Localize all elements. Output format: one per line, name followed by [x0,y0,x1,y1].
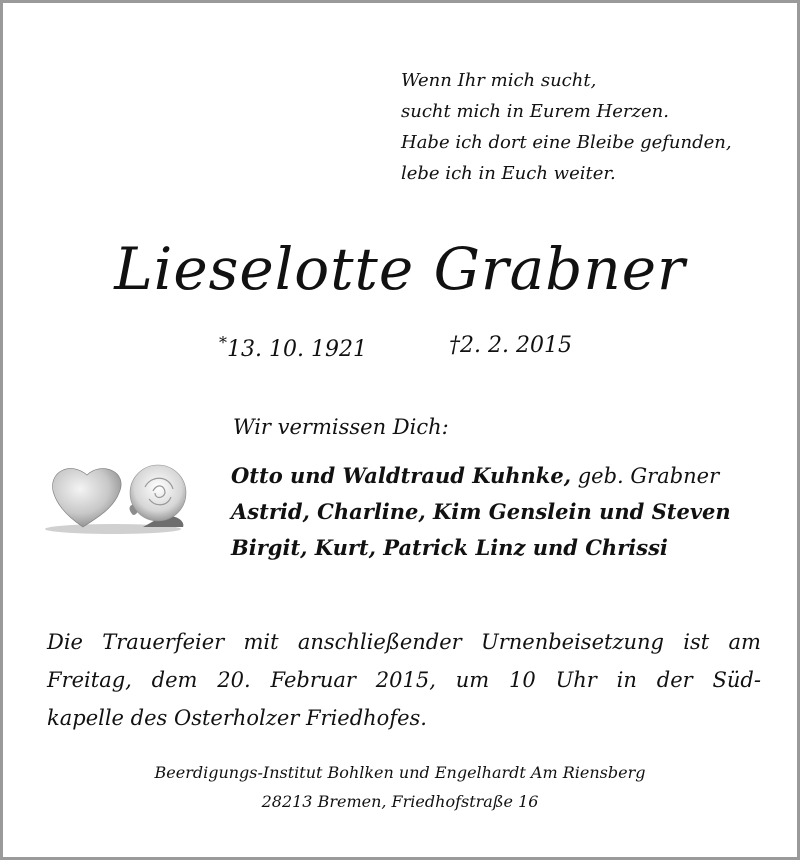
funeral-home-info [3,758,797,816]
funeral-home-address: 28213 Bremen, Friedhofstraße 16 [261,792,539,811]
mourners-list [231,458,731,566]
mourner-line: Astrid, Charline, Kim Genslein und Steven [231,499,731,524]
mourner-line: Birgit, Kurt, Patrick Linz und Chrissi [231,535,668,560]
ceremony-word: Süd- [712,668,761,692]
poem-line: Wenn Ihr mich sucht, [401,70,597,91]
birth-date-block [219,333,367,362]
ceremony-word: dem [151,668,198,692]
poem-line: Habe ich dort eine Bleibe gefunden, [401,132,732,153]
ceremony-line: kapelle des Osterholzer Friedhofes. [47,706,427,730]
ceremony-word: in [616,668,637,692]
death-symbol: † [449,333,460,358]
death-date-block [449,333,572,358]
birth-symbol: * [219,333,227,352]
mourner-names: Otto und Waldtraud Kuhnke, [231,463,572,488]
poem-line: lebe ich in Euch weiter. [401,163,616,184]
ceremony-word: Februar [270,668,356,692]
ceremony-word: um [455,668,490,692]
ceremony-word: anschließender [297,630,462,654]
ceremony-line [47,661,761,699]
mourner-line [231,458,731,494]
mourners-heading: Wir vermissen Dich: [233,415,449,439]
funeral-home-name: Beerdigungs-Institut Bohlken und Engelhardt Am Riensberg [154,763,646,782]
ceremony-word: am [728,630,761,654]
deceased-name: Lieselotte Grabner [114,235,686,303]
ceremony-line [47,623,761,661]
heart-and-rose-icon [43,453,193,535]
ceremony-notice [47,623,761,737]
ceremony-word: 20. [217,668,251,692]
mourner-note: geb. Grabner [571,464,720,488]
poem-line: sucht mich in Eurem Herzen. [401,101,669,122]
ceremony-word: 10 [509,668,536,692]
ceremony-word: 2015, [375,668,436,692]
ceremony-word: Urnenbeisetzung [481,630,665,654]
ceremony-word: Die [47,630,83,654]
ceremony-word: Uhr [555,668,597,692]
ceremony-word: Trauerfeier [102,630,225,654]
ceremony-word: der [656,668,693,692]
ceremony-word: ist [683,630,710,654]
ceremony-word: mit [243,630,279,654]
ceremony-word: Freitag, [47,668,132,692]
birth-date: 13. 10. 1921 [227,337,367,362]
death-date: 2. 2. 2015 [460,333,572,358]
poem [401,65,732,189]
